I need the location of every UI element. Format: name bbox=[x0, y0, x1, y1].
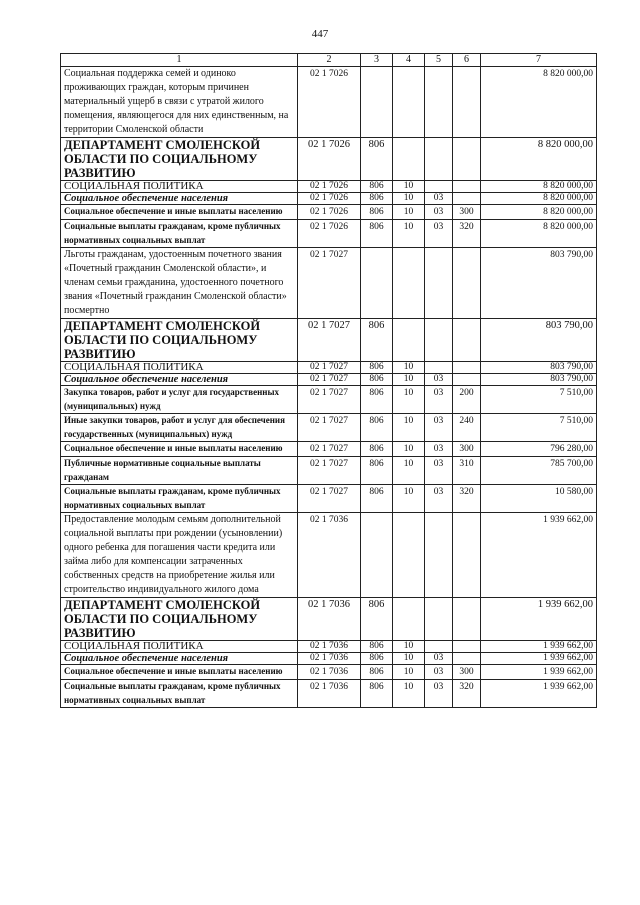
section-code-cell bbox=[393, 513, 425, 598]
target-code-cell: 02 1 7036 bbox=[298, 641, 361, 653]
department-code-cell: 806 bbox=[361, 653, 393, 665]
target-code-cell: 02 1 7026 bbox=[298, 193, 361, 205]
table-row bbox=[61, 442, 597, 457]
expense-type-cell: 240 bbox=[453, 414, 481, 442]
expense-type-cell: 320 bbox=[453, 485, 481, 513]
amount-cell: 1 939 662,00 bbox=[481, 513, 597, 598]
section-code-cell bbox=[393, 248, 425, 319]
department-code-cell: 806 bbox=[361, 374, 393, 386]
subsection-code-cell bbox=[425, 513, 453, 598]
subsection-code-cell: 03 bbox=[425, 485, 453, 513]
department-code-cell: 806 bbox=[361, 442, 393, 457]
row-name-cell: Иные закупки товаров, работ и услуг для обеспечения государственных (муниципальных) нужд bbox=[61, 414, 298, 442]
department-code-cell: 806 bbox=[361, 205, 393, 220]
header-cell: 7 bbox=[481, 54, 597, 67]
expense-type-cell bbox=[453, 181, 481, 193]
subsection-code-cell bbox=[425, 181, 453, 193]
expense-type-cell bbox=[453, 193, 481, 205]
department-code-cell: 806 bbox=[361, 220, 393, 248]
department-code-cell bbox=[361, 513, 393, 598]
department-code-cell bbox=[361, 67, 393, 138]
row-name-cell: Социальное обеспечение и иные выплаты населению bbox=[61, 205, 298, 220]
row-name-cell: Социальное обеспечение населения bbox=[61, 193, 298, 205]
row-name-cell: ДЕПАРТАМЕНТ СМОЛЕНСКОЙ ОБЛАСТИ ПО СОЦИАЛЬНОМУ РАЗВИТИЮ bbox=[61, 319, 298, 362]
table-row bbox=[61, 248, 597, 319]
row-name-cell: СОЦИАЛЬНАЯ ПОЛИТИКА bbox=[61, 362, 298, 374]
subsection-code-cell: 03 bbox=[425, 386, 453, 414]
target-code-cell: 02 1 7036 bbox=[298, 598, 361, 641]
budget-table bbox=[60, 53, 597, 708]
section-code-cell: 10 bbox=[393, 442, 425, 457]
table-row bbox=[61, 67, 597, 138]
target-code-cell: 02 1 7027 bbox=[298, 414, 361, 442]
section-code-cell bbox=[393, 67, 425, 138]
subsection-code-cell: 03 bbox=[425, 442, 453, 457]
section-code-cell bbox=[393, 138, 425, 181]
section-code-cell: 10 bbox=[393, 641, 425, 653]
section-code-cell: 10 bbox=[393, 220, 425, 248]
row-name-cell: Льготы гражданам, удостоенным почетного звания «Почетный гражданин Смоленской области», и членам семьи гражданина, удостоенного почетного звания «Почетный гражданин Смоленской области» посмертно bbox=[61, 248, 298, 319]
department-code-cell: 806 bbox=[361, 138, 393, 181]
row-name-cell: Социальное обеспечение и иные выплаты населению bbox=[61, 665, 298, 680]
table-row bbox=[61, 598, 597, 641]
expense-type-cell: 300 bbox=[453, 205, 481, 220]
subsection-code-cell: 03 bbox=[425, 665, 453, 680]
header-cell: 2 bbox=[298, 54, 361, 67]
amount-cell: 8 820 000,00 bbox=[481, 181, 597, 193]
page-number: 447 bbox=[311, 28, 329, 40]
department-code-cell: 806 bbox=[361, 485, 393, 513]
amount-cell: 1 939 662,00 bbox=[481, 598, 597, 641]
header-cell: 3 bbox=[361, 54, 393, 67]
section-code-cell bbox=[393, 319, 425, 362]
expense-type-cell bbox=[453, 319, 481, 362]
table-row bbox=[61, 386, 597, 414]
amount-cell: 7 510,00 bbox=[481, 386, 597, 414]
target-code-cell: 02 1 7036 bbox=[298, 665, 361, 680]
section-code-cell: 10 bbox=[393, 457, 425, 485]
amount-cell: 803 790,00 bbox=[481, 248, 597, 319]
table-row bbox=[61, 513, 597, 598]
expense-type-cell bbox=[453, 67, 481, 138]
section-code-cell: 10 bbox=[393, 665, 425, 680]
expense-type-cell: 320 bbox=[453, 680, 481, 708]
header-cell: 5 bbox=[425, 54, 453, 67]
department-code-cell: 806 bbox=[361, 665, 393, 680]
header-row bbox=[61, 54, 597, 67]
expense-type-cell bbox=[453, 641, 481, 653]
section-code-cell: 10 bbox=[393, 193, 425, 205]
department-code-cell: 806 bbox=[361, 362, 393, 374]
row-name-cell: Социальные выплаты гражданам, кроме публичных нормативных социальных выплат bbox=[61, 680, 298, 708]
header-cell: 1 bbox=[61, 54, 298, 67]
row-name-cell: Социальное обеспечение и иные выплаты населению bbox=[61, 442, 298, 457]
amount-cell: 8 820 000,00 bbox=[481, 220, 597, 248]
department-code-cell: 806 bbox=[361, 193, 393, 205]
section-code-cell: 10 bbox=[393, 485, 425, 513]
section-code-cell: 10 bbox=[393, 181, 425, 193]
row-name-cell: ДЕПАРТАМЕНТ СМОЛЕНСКОЙ ОБЛАСТИ ПО СОЦИАЛЬНОМУ РАЗВИТИЮ bbox=[61, 598, 298, 641]
target-code-cell: 02 1 7036 bbox=[298, 513, 361, 598]
row-name-cell: Социальная поддержка семей и одиноко проживающих граждан, которым причинен материальный ущерб в связи с утратой жилого помещения, являющегося для них единственным, на территории Смоленской области bbox=[61, 67, 298, 138]
expense-type-cell bbox=[453, 374, 481, 386]
expense-type-cell bbox=[453, 513, 481, 598]
target-code-cell: 02 1 7027 bbox=[298, 386, 361, 414]
expense-type-cell bbox=[453, 653, 481, 665]
target-code-cell: 02 1 7027 bbox=[298, 485, 361, 513]
target-code-cell: 02 1 7036 bbox=[298, 653, 361, 665]
amount-cell: 8 820 000,00 bbox=[481, 67, 597, 138]
subsection-code-cell: 03 bbox=[425, 680, 453, 708]
amount-cell: 10 580,00 bbox=[481, 485, 597, 513]
department-code-cell: 806 bbox=[361, 386, 393, 414]
department-code-cell: 806 bbox=[361, 641, 393, 653]
target-code-cell: 02 1 7027 bbox=[298, 362, 361, 374]
expense-type-cell: 320 bbox=[453, 220, 481, 248]
table-row bbox=[61, 680, 597, 708]
subsection-code-cell: 03 bbox=[425, 220, 453, 248]
row-name-cell: ДЕПАРТАМЕНТ СМОЛЕНСКОЙ ОБЛАСТИ ПО СОЦИАЛЬНОМУ РАЗВИТИЮ bbox=[61, 138, 298, 181]
subsection-code-cell: 03 bbox=[425, 193, 453, 205]
section-code-cell: 10 bbox=[393, 680, 425, 708]
department-code-cell: 806 bbox=[361, 414, 393, 442]
section-code-cell: 10 bbox=[393, 414, 425, 442]
target-code-cell: 02 1 7026 bbox=[298, 205, 361, 220]
expense-type-cell: 300 bbox=[453, 442, 481, 457]
amount-cell: 785 700,00 bbox=[481, 457, 597, 485]
expense-type-cell bbox=[453, 362, 481, 374]
target-code-cell: 02 1 7027 bbox=[298, 442, 361, 457]
subsection-code-cell bbox=[425, 362, 453, 374]
section-code-cell: 10 bbox=[393, 205, 425, 220]
expense-type-cell: 200 bbox=[453, 386, 481, 414]
subsection-code-cell: 03 bbox=[425, 414, 453, 442]
table-row bbox=[61, 641, 597, 653]
row-name-cell: Социальные выплаты гражданам, кроме публичных нормативных социальных выплат bbox=[61, 220, 298, 248]
row-name-cell: СОЦИАЛЬНАЯ ПОЛИТИКА bbox=[61, 641, 298, 653]
table-row bbox=[61, 457, 597, 485]
amount-cell: 1 939 662,00 bbox=[481, 653, 597, 665]
header-cell: 6 bbox=[453, 54, 481, 67]
table-row bbox=[61, 193, 597, 205]
target-code-cell: 02 1 7026 bbox=[298, 181, 361, 193]
table-row bbox=[61, 181, 597, 193]
amount-cell: 1 939 662,00 bbox=[481, 641, 597, 653]
table-row bbox=[61, 374, 597, 386]
amount-cell: 8 820 000,00 bbox=[481, 193, 597, 205]
subsection-code-cell bbox=[425, 67, 453, 138]
target-code-cell: 02 1 7026 bbox=[298, 138, 361, 181]
row-name-cell: Публичные нормативные социальные выплаты гражданам bbox=[61, 457, 298, 485]
target-code-cell: 02 1 7027 bbox=[298, 319, 361, 362]
amount-cell: 1 939 662,00 bbox=[481, 680, 597, 708]
expense-type-cell bbox=[453, 598, 481, 641]
department-code-cell: 806 bbox=[361, 319, 393, 362]
table-row bbox=[61, 205, 597, 220]
row-name-cell: Социальное обеспечение населения bbox=[61, 653, 298, 665]
amount-cell: 803 790,00 bbox=[481, 319, 597, 362]
expense-type-cell: 310 bbox=[453, 457, 481, 485]
table-row bbox=[61, 485, 597, 513]
target-code-cell: 02 1 7026 bbox=[298, 67, 361, 138]
section-code-cell: 10 bbox=[393, 362, 425, 374]
expense-type-cell bbox=[453, 248, 481, 319]
header-cell: 4 bbox=[393, 54, 425, 67]
table-row bbox=[61, 653, 597, 665]
table-row bbox=[61, 319, 597, 362]
amount-cell: 803 790,00 bbox=[481, 362, 597, 374]
subsection-code-cell: 03 bbox=[425, 205, 453, 220]
department-code-cell: 806 bbox=[361, 680, 393, 708]
subsection-code-cell bbox=[425, 138, 453, 181]
table-row bbox=[61, 414, 597, 442]
target-code-cell: 02 1 7036 bbox=[298, 680, 361, 708]
section-code-cell: 10 bbox=[393, 386, 425, 414]
table-row bbox=[61, 138, 597, 181]
row-name-cell: Закупка товаров, работ и услуг для государственных (муниципальных) нужд bbox=[61, 386, 298, 414]
row-name-cell: Социальное обеспечение населения bbox=[61, 374, 298, 386]
subsection-code-cell: 03 bbox=[425, 457, 453, 485]
subsection-code-cell bbox=[425, 641, 453, 653]
row-name-cell: СОЦИАЛЬНАЯ ПОЛИТИКА bbox=[61, 181, 298, 193]
section-code-cell: 10 bbox=[393, 374, 425, 386]
amount-cell: 1 939 662,00 bbox=[481, 665, 597, 680]
department-code-cell bbox=[361, 248, 393, 319]
table-row bbox=[61, 220, 597, 248]
subsection-code-cell: 03 bbox=[425, 653, 453, 665]
amount-cell: 8 820 000,00 bbox=[481, 138, 597, 181]
department-code-cell: 806 bbox=[361, 457, 393, 485]
target-code-cell: 02 1 7026 bbox=[298, 220, 361, 248]
table-row bbox=[61, 665, 597, 680]
table-row bbox=[61, 362, 597, 374]
section-code-cell: 10 bbox=[393, 653, 425, 665]
department-code-cell: 806 bbox=[361, 598, 393, 641]
section-code-cell bbox=[393, 598, 425, 641]
amount-cell: 8 820 000,00 bbox=[481, 205, 597, 220]
subsection-code-cell bbox=[425, 319, 453, 362]
department-code-cell: 806 bbox=[361, 181, 393, 193]
amount-cell: 796 280,00 bbox=[481, 442, 597, 457]
target-code-cell: 02 1 7027 bbox=[298, 248, 361, 319]
expense-type-cell: 300 bbox=[453, 665, 481, 680]
amount-cell: 7 510,00 bbox=[481, 414, 597, 442]
table-body bbox=[61, 54, 597, 708]
row-name-cell: Социальные выплаты гражданам, кроме публичных нормативных социальных выплат bbox=[61, 485, 298, 513]
target-code-cell: 02 1 7027 bbox=[298, 457, 361, 485]
amount-cell: 803 790,00 bbox=[481, 374, 597, 386]
row-name-cell: Предоставление молодым семьям дополнительной социальной выплаты при рождении (усыновлении) одного ребенка для погашения части кредита или займа либо для компенсации затраченных собственных средств на приобретение жилья или строительство индивидуального жилого дома bbox=[61, 513, 298, 598]
subsection-code-cell bbox=[425, 248, 453, 319]
target-code-cell: 02 1 7027 bbox=[298, 374, 361, 386]
subsection-code-cell bbox=[425, 598, 453, 641]
subsection-code-cell: 03 bbox=[425, 374, 453, 386]
expense-type-cell bbox=[453, 138, 481, 181]
